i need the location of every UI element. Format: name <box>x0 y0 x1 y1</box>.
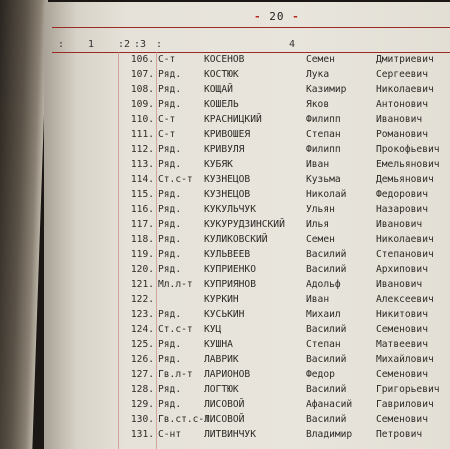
row-number: 131. <box>130 429 154 440</box>
row-number: 109. <box>130 99 154 110</box>
register-row <box>44 369 450 384</box>
register-row <box>44 399 450 414</box>
row-rank: Мл.л-т <box>158 279 193 290</box>
row-rank: Ряд. <box>158 144 182 155</box>
row-rank: С-т <box>158 54 176 65</box>
row-rank: Ст.с-т <box>158 174 193 185</box>
row-number: 126. <box>130 354 154 365</box>
row-patronymic: Григорьевич <box>376 384 440 395</box>
row-rank: Ряд. <box>158 384 182 395</box>
row-number: 121. <box>130 279 154 290</box>
row-surname: ЛИСОВОЙ <box>204 414 245 425</box>
column-header-separator: : <box>58 39 65 50</box>
column-header-2: 2 <box>124 39 131 50</box>
row-first-name: Кузьма <box>306 174 341 185</box>
row-rank: Гв.ст.с-т <box>158 414 210 425</box>
column-header-separator: : <box>156 39 163 50</box>
row-patronymic: Романович <box>376 129 428 140</box>
row-number: 130. <box>130 414 154 425</box>
row-patronymic: Емельянович <box>376 159 440 170</box>
column-header-3: 3 <box>140 39 147 50</box>
row-rank: Гв.л-т <box>158 369 193 380</box>
row-number: 127. <box>130 369 154 380</box>
row-surname: ЛИСОВОЙ <box>204 399 245 410</box>
row-patronymic: Степанович <box>376 249 434 260</box>
register-row <box>44 324 450 339</box>
column-header-1: 1 <box>88 39 95 50</box>
row-number: 112. <box>130 144 154 155</box>
row-patronymic: Дмитриевич <box>376 54 434 65</box>
row-surname: КОСЕНОВ <box>204 54 245 65</box>
row-number: 107. <box>130 69 154 80</box>
row-number: 124. <box>130 324 154 335</box>
row-surname: КРИВУЛЯ <box>204 144 245 155</box>
row-number: 122. <box>130 294 154 305</box>
register-row <box>44 354 450 369</box>
row-number: 113. <box>130 159 154 170</box>
row-rank: Ряд. <box>158 189 182 200</box>
row-rank: Ряд. <box>158 249 182 260</box>
row-patronymic: Архипович <box>376 264 428 275</box>
register-row <box>44 279 450 294</box>
row-rank: Ряд. <box>158 309 182 320</box>
row-patronymic: Прокофьевич <box>376 144 440 155</box>
row-patronymic: Алексеевич <box>376 294 434 305</box>
page-number-value: 20 <box>269 10 285 23</box>
row-surname: ЛИТВИНЧУК <box>204 429 256 440</box>
row-first-name: Василий <box>306 414 347 425</box>
row-first-name: Иван <box>306 294 330 305</box>
row-surname: КУСЬКИН <box>204 309 245 320</box>
row-patronymic: Иванович <box>376 219 423 230</box>
row-rank: Ряд. <box>158 84 182 95</box>
register-row <box>44 129 450 144</box>
row-number: 128. <box>130 384 154 395</box>
row-patronymic: Демьянович <box>376 174 434 185</box>
row-first-name: Семен <box>306 54 335 65</box>
row-surname: КРИВОШЕЯ <box>204 129 251 140</box>
row-patronymic: Семенович <box>376 369 428 380</box>
row-rank: С-т <box>158 114 176 125</box>
row-number: 108. <box>130 84 154 95</box>
row-number: 111. <box>130 129 154 140</box>
row-rank: Ряд. <box>158 204 182 215</box>
row-patronymic: Сергеевич <box>376 69 428 80</box>
row-rank: Ряд. <box>158 99 182 110</box>
row-surname: КУПРИЯНОВ <box>204 279 256 290</box>
row-first-name: Ульян <box>306 204 335 215</box>
row-number: 118. <box>130 234 154 245</box>
row-patronymic: Федорович <box>376 189 428 200</box>
row-surname: КУЗНЕЦОВ <box>204 189 251 200</box>
row-number: 120. <box>130 264 154 275</box>
row-first-name: Николай <box>306 189 347 200</box>
document-page <box>44 2 450 449</box>
row-first-name: Василий <box>306 354 347 365</box>
row-surname: КУКУЛЬЧУК <box>204 204 256 215</box>
row-surname: КОСТЮК <box>204 69 239 80</box>
row-patronymic: Николаевич <box>376 84 434 95</box>
register-row <box>44 54 450 69</box>
register-row <box>44 339 450 354</box>
row-surname: ЛАВРИК <box>204 354 239 365</box>
register-row <box>44 384 450 399</box>
register-row <box>44 294 450 309</box>
row-patronymic: Антонович <box>376 99 428 110</box>
register-row <box>44 264 450 279</box>
row-first-name: Василий <box>306 324 347 335</box>
row-rank: Ряд. <box>158 354 182 365</box>
row-first-name: Василий <box>306 249 347 260</box>
register-row <box>44 99 450 114</box>
book-spine-shadow <box>0 0 48 449</box>
register-row <box>44 219 450 234</box>
row-surname: КУЦ <box>204 324 222 335</box>
row-number: 117. <box>130 219 154 230</box>
row-first-name: Владимир <box>306 429 353 440</box>
register-row <box>44 174 450 189</box>
row-number: 123. <box>130 309 154 320</box>
row-first-name: Яков <box>306 99 330 110</box>
column-header-separator: : <box>118 39 125 50</box>
row-first-name: Афанасий <box>306 399 353 410</box>
row-patronymic: Гаврилович <box>376 399 434 410</box>
row-rank: Ряд. <box>158 339 182 350</box>
row-surname: КУКУРУДЗИНСКИЙ <box>204 219 285 230</box>
row-first-name: Филипп <box>306 144 341 155</box>
row-surname: КУПРИЕНКО <box>204 264 256 275</box>
row-first-name: Казимир <box>306 84 347 95</box>
register-row <box>44 414 450 429</box>
row-patronymic: Михайлович <box>376 354 434 365</box>
row-surname: КУБЯК <box>204 159 233 170</box>
row-rank: С-т <box>158 129 176 140</box>
row-first-name: Адольф <box>306 279 341 290</box>
row-first-name: Семен <box>306 234 335 245</box>
row-first-name: Иван <box>306 159 330 170</box>
row-rank: С-нт <box>158 429 182 440</box>
row-first-name: Василий <box>306 384 347 395</box>
row-surname: ЛОГТЮК <box>204 384 239 395</box>
row-surname: КОШЕЛЬ <box>204 99 239 110</box>
row-rank: Ст.с-т <box>158 324 193 335</box>
row-rank: Ряд. <box>158 264 182 275</box>
row-number: 110. <box>130 114 154 125</box>
row-first-name: Василий <box>306 264 347 275</box>
row-first-name: Михаил <box>306 309 341 320</box>
row-patronymic: Николаевич <box>376 234 434 245</box>
register-row <box>44 144 450 159</box>
row-surname: КУЗНЕЦОВ <box>204 174 251 185</box>
row-patronymic: Петрович <box>376 429 423 440</box>
row-surname: КОЩАЙ <box>204 84 233 95</box>
row-rank: Ряд. <box>158 219 182 230</box>
row-rank: Ряд. <box>158 234 182 245</box>
row-surname: КУЛИКОВСКИЙ <box>204 234 268 245</box>
page-number: - 20 - <box>254 10 300 23</box>
register-row <box>44 234 450 249</box>
register-row <box>44 159 450 174</box>
column-header-row <box>44 39 450 53</box>
row-surname: КРАСНИЦКИЙ <box>204 114 262 125</box>
row-number: 114. <box>130 174 154 185</box>
column-header-4: 4 <box>289 39 296 50</box>
row-rank: Ряд. <box>158 159 182 170</box>
register-row <box>44 189 450 204</box>
column-header-separator: : <box>134 39 141 50</box>
header-top-rule <box>52 27 450 28</box>
row-rank: Ряд. <box>158 399 182 410</box>
row-first-name: Федор <box>306 369 335 380</box>
register-row <box>44 114 450 129</box>
row-first-name: Степан <box>306 339 341 350</box>
register-row <box>44 84 450 99</box>
row-rank: Ряд. <box>158 69 182 80</box>
register-row <box>44 69 450 84</box>
row-surname: КУРКИН <box>204 294 239 305</box>
row-number: 115. <box>130 189 154 200</box>
register-row <box>44 249 450 264</box>
row-number: 106. <box>130 54 154 65</box>
row-number: 116. <box>130 204 154 215</box>
row-patronymic: Иванович <box>376 279 423 290</box>
register-row <box>44 429 450 444</box>
register-row <box>44 309 450 324</box>
row-first-name: Илья <box>306 219 330 230</box>
row-number: 129. <box>130 399 154 410</box>
row-number: 119. <box>130 249 154 260</box>
row-patronymic: Семенович <box>376 324 428 335</box>
row-patronymic: Никитович <box>376 309 428 320</box>
row-first-name: Филипп <box>306 114 341 125</box>
row-surname: ЛАРИОНОВ <box>204 369 251 380</box>
row-surname: КУШНА <box>204 339 233 350</box>
row-surname: КУЛЬВЕЕВ <box>204 249 251 260</box>
row-first-name: Степан <box>306 129 341 140</box>
row-first-name: Лука <box>306 69 330 80</box>
register-row <box>44 204 450 219</box>
row-number: 125. <box>130 339 154 350</box>
row-patronymic: Иванович <box>376 114 423 125</box>
row-patronymic: Семенович <box>376 414 428 425</box>
row-patronymic: Назарович <box>376 204 428 215</box>
row-patronymic: Матвеевич <box>376 339 428 350</box>
